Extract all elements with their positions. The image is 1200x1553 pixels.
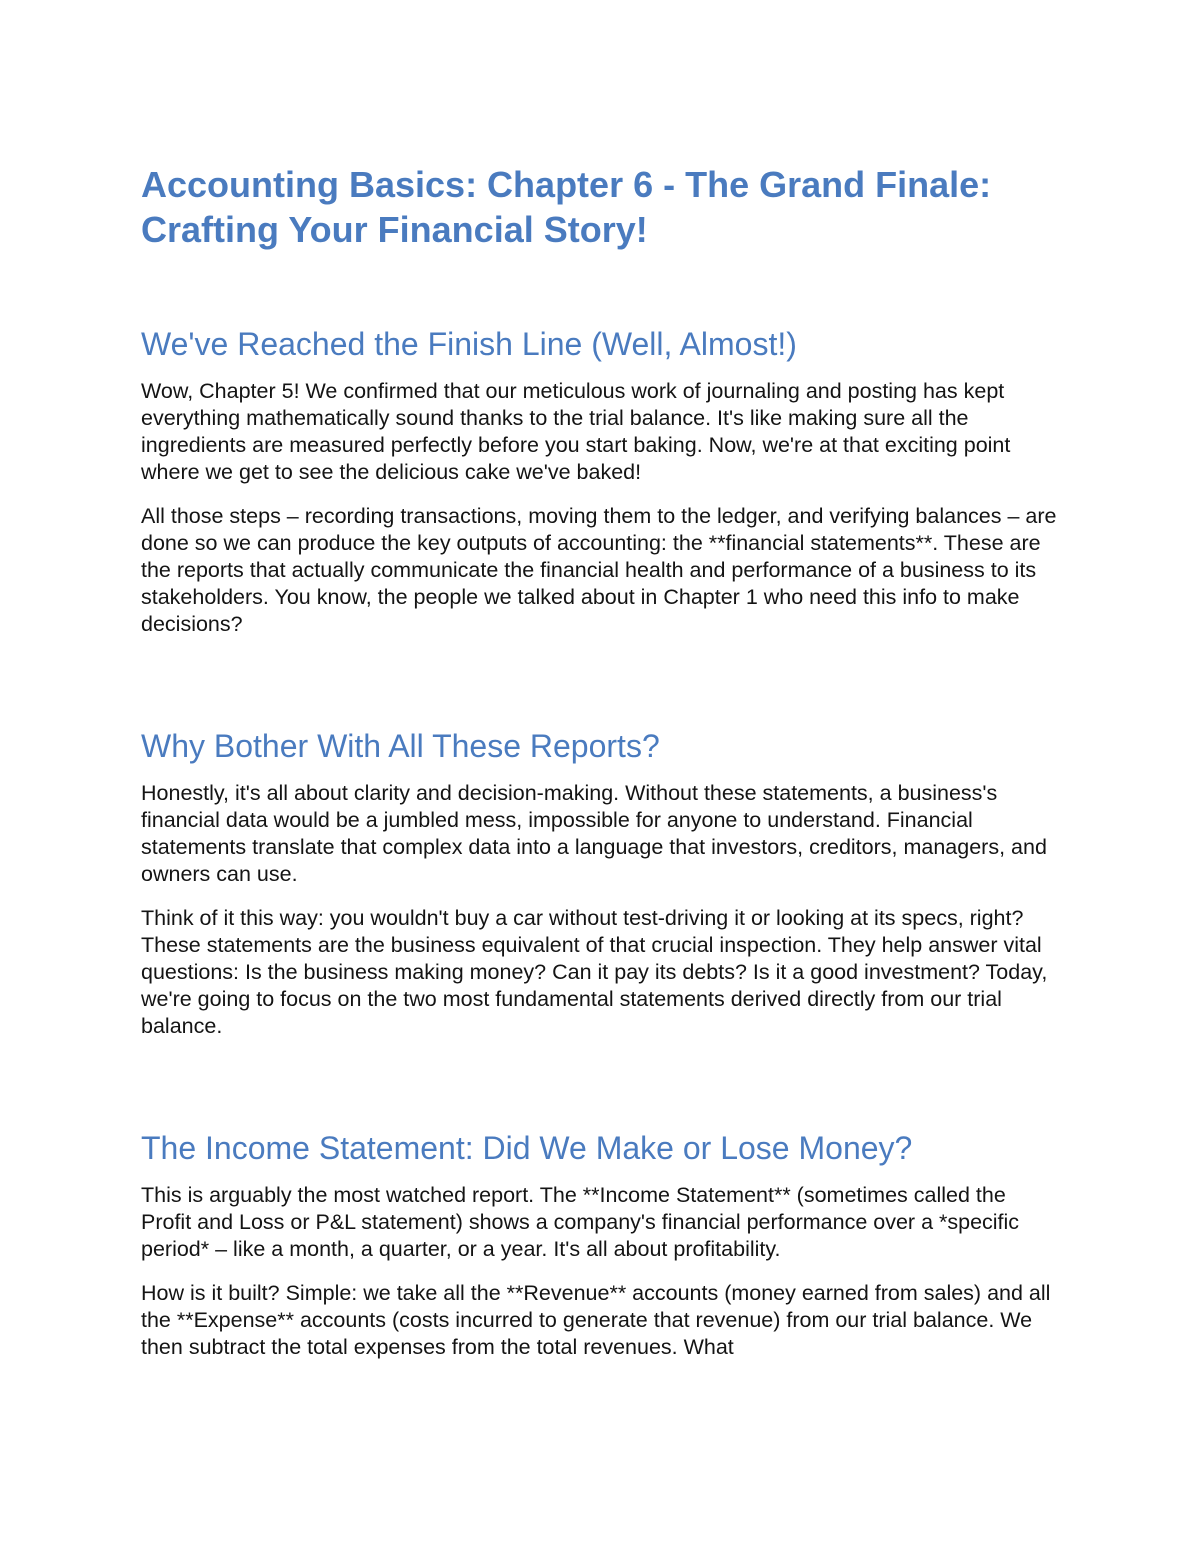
section-income-statement [141,1128,1061,1361]
document-body [141,162,1061,1361]
paragraph: How is it built? Simple: we take all the **Revenue** accounts (money earned from sales) and all the **Expense** accounts (costs incurred to generate that revenue) from our trial balance. We then subtract the total expenses from the total revenues. What [141,1281,1051,1359]
section-heading: Why Bother With All These Reports? [141,728,660,764]
document-title: Accounting Basics: Chapter 6 - The Grand Finale: Crafting Your Financial Story! [141,164,992,250]
paragraph: Wow, Chapter 5! We confirmed that our meticulous work of journaling and posting has kept everything mathematically sound thanks to the trial balance. It's like making sure all the ingredients are measured perfectly before you start baking. Now, we're at that exciting point where we get to see the delicious cake we've baked! [141,379,1011,484]
section-heading: We've Reached the Finish Line (Well, Almost!) [141,326,797,362]
section-heading: The Income Statement: Did We Make or Lose Money? [141,1130,913,1166]
paragraph: This is arguably the most watched report. The **Income Statement** (sometimes called the Profit and Loss or P&L statement) shows a company's financial performance over a *specific period* – like a month, a quarter, or a year. It's all about profitability. [141,1183,1020,1261]
paragraph: Honestly, it's all about clarity and decision-making. Without these statements, a business's financial data would be a jumbled mess, impossible for anyone to understand. Financial statements translate that complex data into a language that investors, creditors, managers, and owners can use. [141,781,1047,886]
paragraph: Think of it this way: you wouldn't buy a car without test-driving it or looking at its specs, right? These statements are the business equivalent of that crucial inspection. They help answer vital questions: Is the business making money? Can it pay its debts? Is it a good investment? Today, we're going to focus on the two most fundamental statements derived directly from our trial balance. [141,906,1048,1038]
section-finish-line [141,324,1061,638]
paragraph: All those steps – recording transactions, moving them to the ledger, and verifying balances – are done so we can produce the key outputs of accounting: the **financial statements**. These are the reports that actually communicate the financial health and performance of a business to its stakeholders. You know, the people we talked about in Chapter 1 who need this info to make decisions? [141,504,1057,636]
section-why-bother [141,726,1061,1040]
